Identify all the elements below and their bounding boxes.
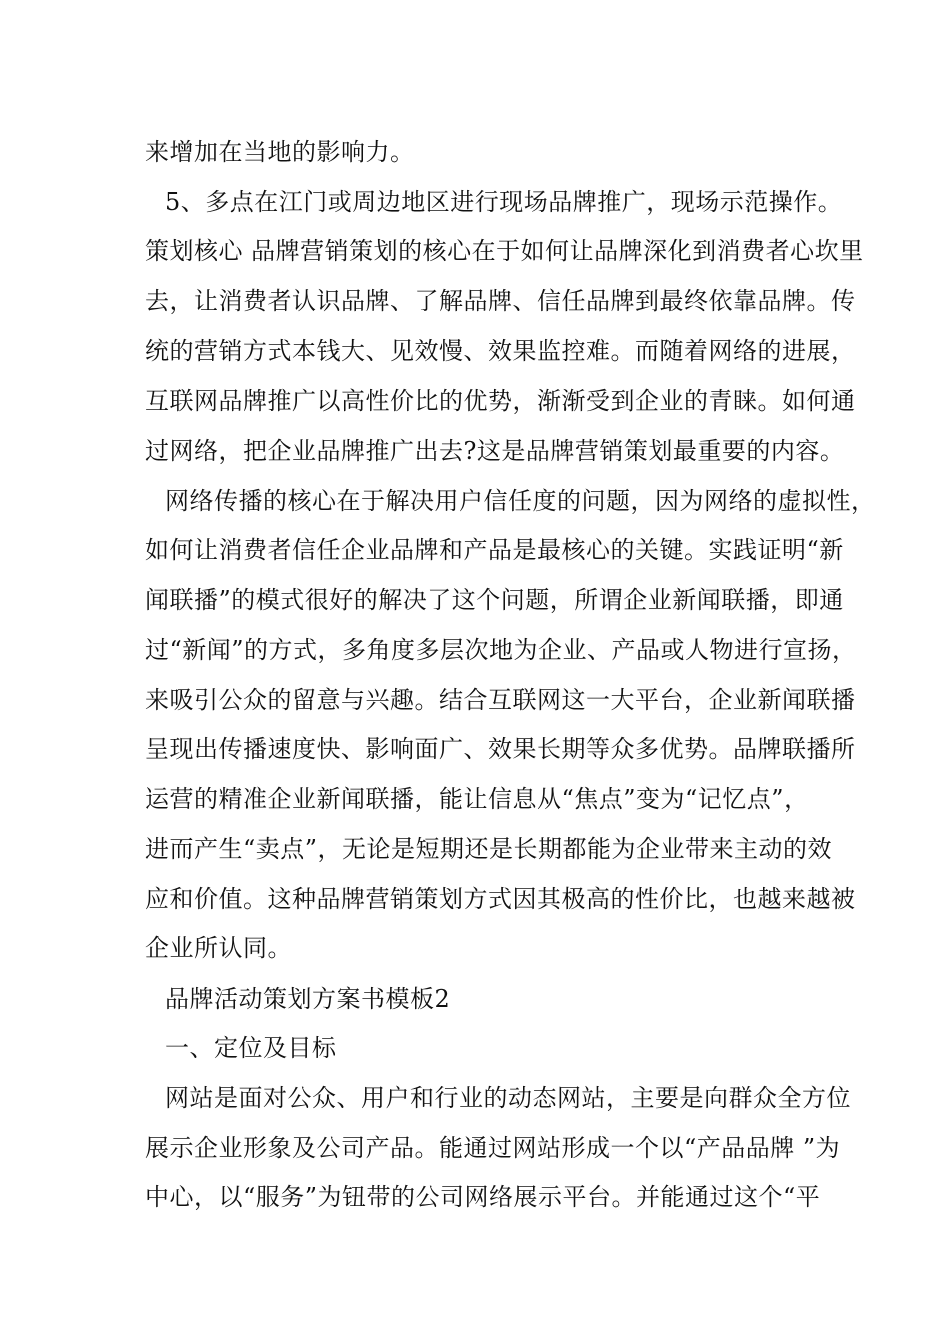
text-line: 策划核心 品牌营销策划的核心在于如何让品牌深化到消费者心坎里	[145, 237, 864, 265]
text-line: 企业所认同。	[145, 934, 292, 962]
text-line: 过“新闻”的方式，多角度多层次地为企业、产品或人物进行宣扬，	[145, 636, 857, 664]
subsection-heading: 一、定位及目标	[165, 1034, 337, 1062]
text-line: 互联网品牌推广以高性价比的优势，渐渐受到企业的青睐。如何通	[145, 387, 856, 415]
text-line: 网络传播的核心在于解决用户信任度的问题，因为网络的虚拟性，	[165, 487, 876, 515]
text-line: 去，让消费者认识品牌、了解品牌、信任品牌到最终依靠品牌。传	[145, 287, 856, 315]
text-line: 闻联播”的模式很好的解决了这个问题，所谓企业新闻联播，即通	[145, 586, 844, 614]
text-line: 中心，以“服务”为钮带的公司网络展示平台。并能通过这个“平	[145, 1183, 821, 1211]
text-line: 进而产生“卖点”，无论是短期还是长期都能为企业带来主动的效	[145, 835, 833, 863]
text-line: 5、多点在江门或周边地区进行现场品牌推广，现场示范操作。	[165, 188, 843, 216]
text-line: 应和价值。这种品牌营销策划方式因其极高的性价比，也越来越被	[145, 885, 856, 913]
text-line: 统的营销方式本钱大、见效慢、效果监控难。而随着网络的进展，	[145, 337, 856, 365]
text-line: 来吸引公众的留意与兴趣。结合互联网这一大平台，企业新闻联播	[145, 686, 856, 714]
text-line: 来增加在当地的影响力。	[145, 138, 415, 166]
text-line: 如何让消费者信任企业品牌和产品是最核心的关键。实践证明“新	[145, 536, 844, 564]
text-line: 呈现出传播速度快、影响面广、效果长期等众多优势。品牌联播所	[145, 735, 856, 763]
text-line: 运营的精准企业新闻联播，能让信息从“焦点”变为“记忆点”，	[145, 785, 809, 813]
text-line: 网站是面对公众、用户和行业的动态网站，主要是向群众全方位	[165, 1084, 851, 1112]
text-line: 过网络，把企业品牌推广出去?这是品牌营销策划最重要的内容。	[145, 437, 845, 465]
text-line: 展示企业形象及公司产品。能通过网站形成一个以“产品品牌 ”为	[145, 1134, 841, 1162]
section-heading: 品牌活动策划方案书模板2	[165, 985, 451, 1013]
